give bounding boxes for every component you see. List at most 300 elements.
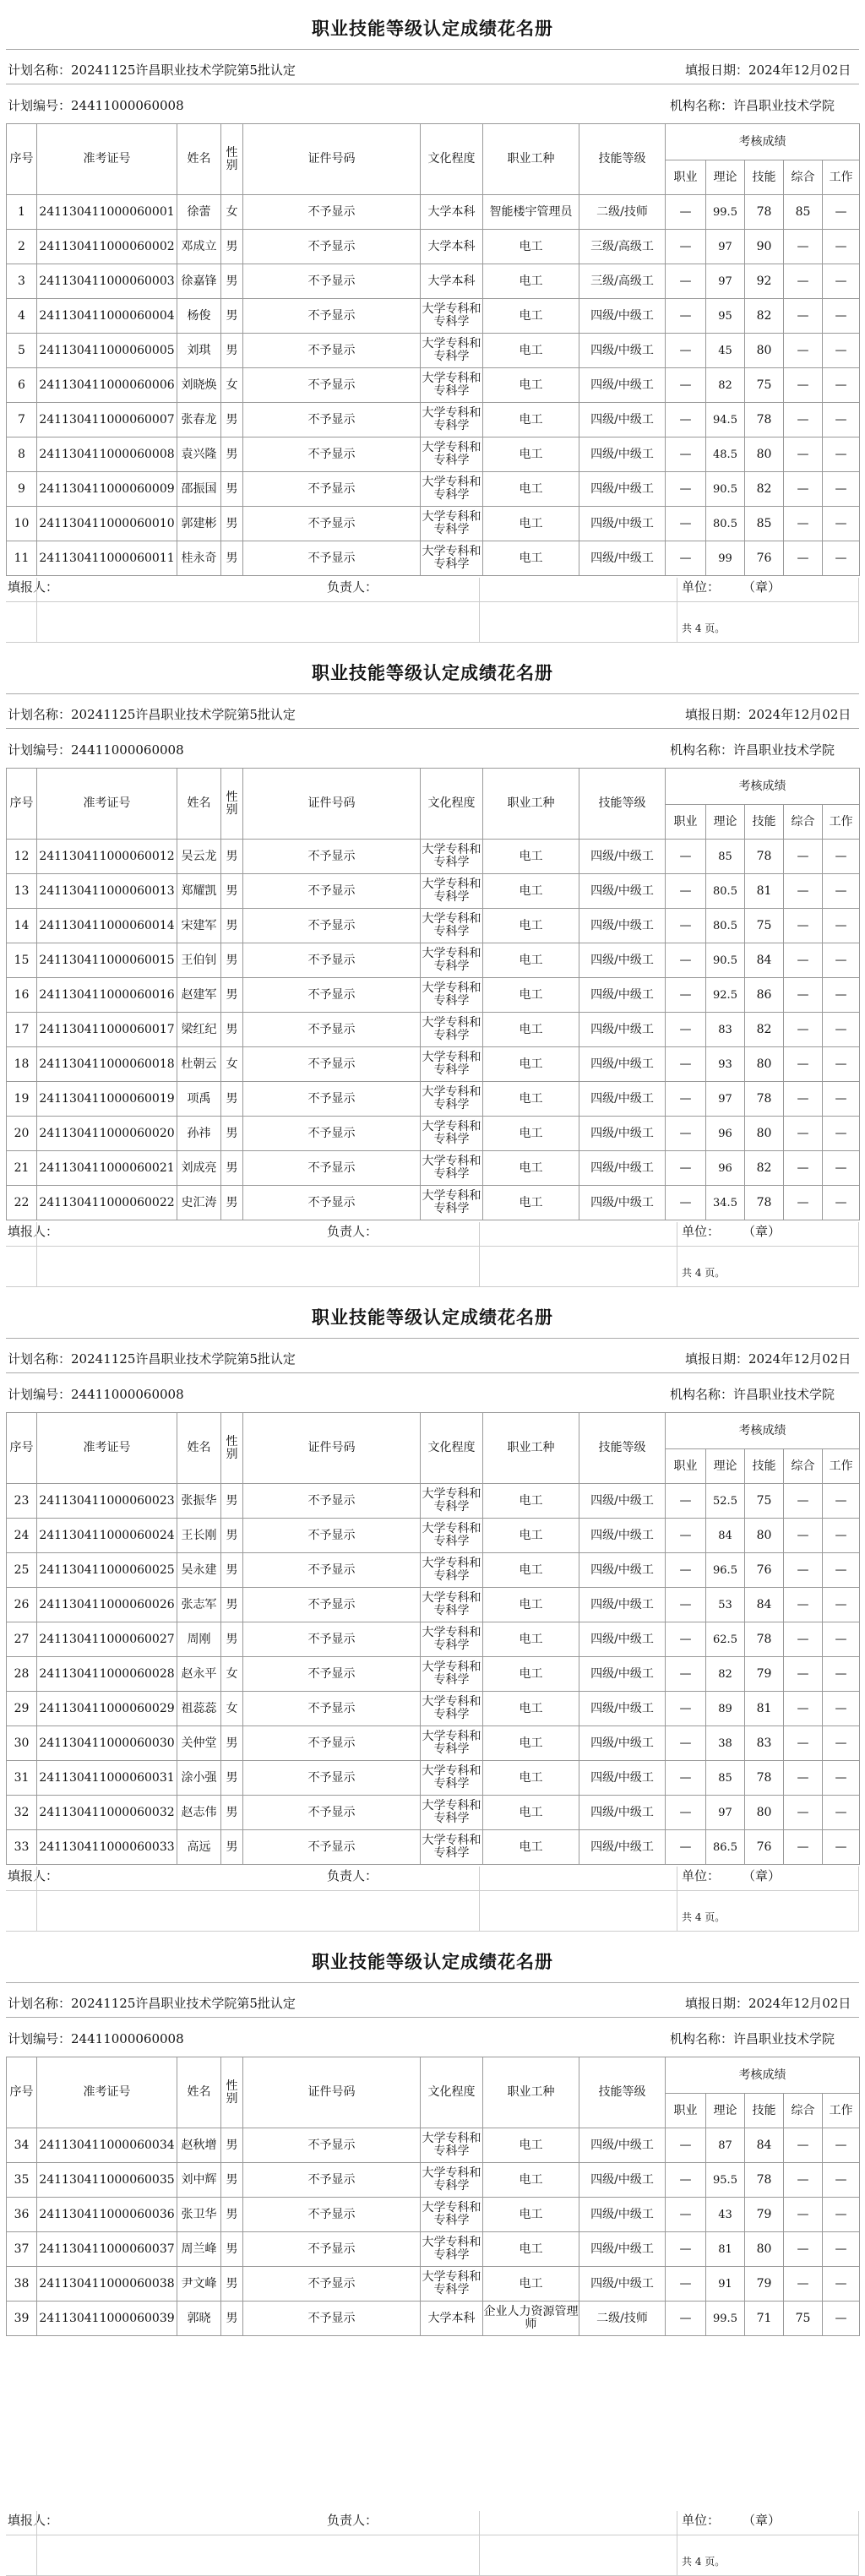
score-skill-cell: 78 xyxy=(745,195,784,230)
col-score-comp: 综合 xyxy=(784,1449,823,1484)
level-cell: 四级/中级工 xyxy=(579,1117,666,1151)
score-skill-cell: 82 xyxy=(745,1013,784,1047)
col-occupation: 职业工种 xyxy=(483,2057,579,2128)
seq-cell: 39 xyxy=(7,2302,37,2336)
roster-page xyxy=(6,1933,859,2575)
score-comp-cell: — xyxy=(784,1151,823,1186)
score-job-cell: — xyxy=(666,1082,706,1117)
exam-no-cell: 241130411000060012 xyxy=(37,840,177,874)
seq-cell: 26 xyxy=(7,1588,37,1622)
id-no-cell: 不予显示 xyxy=(243,1519,421,1553)
gender-cell: 男 xyxy=(221,2163,243,2198)
exam-no-cell: 241130411000060035 xyxy=(37,2163,177,2198)
score-job-cell: — xyxy=(666,1047,706,1082)
name-cell: 张春龙 xyxy=(177,403,221,437)
score-table xyxy=(6,123,860,576)
table-row xyxy=(7,195,860,230)
score-job-cell: — xyxy=(666,1013,706,1047)
id-no-cell: 不予显示 xyxy=(243,2128,421,2163)
gender-cell: 男 xyxy=(221,2198,243,2232)
plan-number: 计划编号：24411000060008 xyxy=(8,1387,184,1402)
score-table xyxy=(6,2057,860,2336)
name-cell: 高远 xyxy=(177,1830,221,1865)
exam-no-cell: 241130411000060002 xyxy=(37,230,177,264)
score-skill-cell: 84 xyxy=(745,1588,784,1622)
exam-no-cell: 241130411000060029 xyxy=(37,1692,177,1726)
table-row xyxy=(7,840,860,874)
score-theory-cell: 99.5 xyxy=(706,2302,745,2336)
exam-no-cell: 241130411000060018 xyxy=(37,1047,177,1082)
divider xyxy=(6,693,859,694)
divider xyxy=(6,2017,859,2018)
score-comp-cell: — xyxy=(784,541,823,576)
divider xyxy=(858,578,859,642)
score-job-cell: — xyxy=(666,1761,706,1796)
org-name: 机构名称：许昌职业技术学院 xyxy=(670,742,835,758)
education-cell: 大学专科和专科学 xyxy=(421,2232,483,2267)
col-exam-no: 准考证号 xyxy=(37,1413,177,1484)
gender-cell: 男 xyxy=(221,2267,243,2302)
name-cell: 张振华 xyxy=(177,1484,221,1519)
education-cell: 大学专科和专科学 xyxy=(421,1151,483,1186)
col-score-theory: 理论 xyxy=(706,2094,745,2128)
gender-cell: 男 xyxy=(221,1830,243,1865)
col-score-theory: 理论 xyxy=(706,1449,745,1484)
score-theory-cell: 97 xyxy=(706,264,745,299)
level-cell: 四级/中级工 xyxy=(579,1692,666,1726)
col-score-comp: 综合 xyxy=(784,805,823,840)
divider xyxy=(479,578,480,642)
score-job-cell: — xyxy=(666,230,706,264)
level-cell: 四级/中级工 xyxy=(579,1013,666,1047)
col-score-work: 工作 xyxy=(823,160,860,195)
table-body xyxy=(7,1484,860,1865)
name-cell: 邵振国 xyxy=(177,472,221,507)
gender-cell: 男 xyxy=(221,472,243,507)
occupation-cell: 电工 xyxy=(483,1186,579,1220)
score-skill-cell: 90 xyxy=(745,230,784,264)
page-title: 职业技能等级认定成绩花名册 xyxy=(312,19,553,39)
level-cell: 四级/中级工 xyxy=(579,403,666,437)
gender-cell: 男 xyxy=(221,1519,243,1553)
score-skill-cell: 80 xyxy=(745,1117,784,1151)
score-skill-cell: 76 xyxy=(745,1553,784,1588)
plan-name: 计划名称：20241125许昌职业技术学院第5批认定 xyxy=(8,62,296,78)
level-cell: 四级/中级工 xyxy=(579,1588,666,1622)
level-cell: 四级/中级工 xyxy=(579,1047,666,1082)
score-work-cell: — xyxy=(823,840,860,874)
table-row xyxy=(7,978,860,1013)
score-work-cell: — xyxy=(823,1830,860,1865)
seq-cell: 9 xyxy=(7,472,37,507)
name-cell: 刘中辉 xyxy=(177,2163,221,2198)
divider xyxy=(479,1867,480,1931)
id-no-cell: 不予显示 xyxy=(243,943,421,978)
seq-cell: 15 xyxy=(7,943,37,978)
score-comp-cell: — xyxy=(784,1519,823,1553)
education-cell: 大学专科和专科学 xyxy=(421,334,483,368)
occupation-cell: 电工 xyxy=(483,874,579,909)
table-row xyxy=(7,1047,860,1082)
col-scores: 考核成绩 xyxy=(666,1413,860,1449)
col-score-work: 工作 xyxy=(823,1449,860,1484)
id-no-cell: 不予显示 xyxy=(243,1186,421,1220)
score-work-cell: — xyxy=(823,1186,860,1220)
plan-number: 计划编号：24411000060008 xyxy=(8,98,184,113)
seq-cell: 16 xyxy=(7,978,37,1013)
name-cell: 赵志伟 xyxy=(177,1796,221,1830)
seq-cell: 23 xyxy=(7,1484,37,1519)
plan-name: 计划名称：20241125许昌职业技术学院第5批认定 xyxy=(8,707,296,722)
table-row xyxy=(7,1519,860,1553)
level-cell: 四级/中级工 xyxy=(579,299,666,334)
id-no-cell: 不予显示 xyxy=(243,1796,421,1830)
score-job-cell: — xyxy=(666,403,706,437)
seq-cell: 8 xyxy=(7,437,37,472)
education-cell: 大学本科 xyxy=(421,2302,483,2336)
level-cell: 四级/中级工 xyxy=(579,2267,666,2302)
seq-cell: 28 xyxy=(7,1657,37,1692)
table-row xyxy=(7,1151,860,1186)
level-cell: 四级/中级工 xyxy=(579,1726,666,1761)
occupation-cell: 企业人力资源管理师 xyxy=(483,2302,579,2336)
score-comp-cell: — xyxy=(784,334,823,368)
table-row xyxy=(7,1186,860,1220)
occupation-cell: 电工 xyxy=(483,1484,579,1519)
score-job-cell: — xyxy=(666,1151,706,1186)
score-skill-cell: 82 xyxy=(745,299,784,334)
score-job-cell: — xyxy=(666,1484,706,1519)
fill-date: 填报日期：2024年12月02日 xyxy=(685,1351,851,1367)
exam-no-cell: 241130411000060022 xyxy=(37,1186,177,1220)
occupation-cell: 电工 xyxy=(483,1117,579,1151)
score-skill-cell: 85 xyxy=(745,507,784,541)
filler-label: 填报人： xyxy=(8,2513,59,2528)
name-cell: 邓成立 xyxy=(177,230,221,264)
exam-no-cell: 241130411000060027 xyxy=(37,1622,177,1657)
id-no-cell: 不予显示 xyxy=(243,1484,421,1519)
score-job-cell: — xyxy=(666,1186,706,1220)
score-theory-cell: 38 xyxy=(706,1726,745,1761)
divider xyxy=(36,1867,37,1931)
occupation-cell: 电工 xyxy=(483,1657,579,1692)
score-comp-cell: — xyxy=(784,1186,823,1220)
col-seq: 序号 xyxy=(7,2057,37,2128)
org-name: 机构名称：许昌职业技术学院 xyxy=(670,98,835,113)
occupation-cell: 电工 xyxy=(483,1588,579,1622)
score-theory-cell: 97 xyxy=(706,1082,745,1117)
score-work-cell: — xyxy=(823,1519,860,1553)
score-comp-cell: — xyxy=(784,1622,823,1657)
gender-cell: 男 xyxy=(221,1186,243,1220)
exam-no-cell: 241130411000060017 xyxy=(37,1013,177,1047)
exam-no-cell: 241130411000060004 xyxy=(37,299,177,334)
table-row xyxy=(7,264,860,299)
score-comp-cell: — xyxy=(784,909,823,943)
score-table xyxy=(6,1412,860,1865)
score-skill-cell: 92 xyxy=(745,264,784,299)
education-cell: 大学专科和专科学 xyxy=(421,1622,483,1657)
table-row xyxy=(7,507,860,541)
level-cell: 四级/中级工 xyxy=(579,437,666,472)
occupation-cell: 电工 xyxy=(483,1796,579,1830)
level-cell: 四级/中级工 xyxy=(579,1519,666,1553)
level-cell: 四级/中级工 xyxy=(579,943,666,978)
score-skill-cell: 82 xyxy=(745,472,784,507)
divider xyxy=(6,1286,859,1287)
occupation-cell: 电工 xyxy=(483,472,579,507)
score-theory-cell: 95 xyxy=(706,299,745,334)
occupation-cell: 电工 xyxy=(483,299,579,334)
education-cell: 大学专科和专科学 xyxy=(421,541,483,576)
name-cell: 赵秋增 xyxy=(177,2128,221,2163)
score-work-cell: — xyxy=(823,1047,860,1082)
col-score-work: 工作 xyxy=(823,2094,860,2128)
level-cell: 三级/高级工 xyxy=(579,230,666,264)
table-row xyxy=(7,2302,860,2336)
score-work-cell: — xyxy=(823,2128,860,2163)
col-gender: 性别 xyxy=(221,1413,243,1484)
score-comp-cell: — xyxy=(784,264,823,299)
id-no-cell: 不予显示 xyxy=(243,1830,421,1865)
occupation-cell: 电工 xyxy=(483,334,579,368)
table-body xyxy=(7,840,860,1220)
score-comp-cell: — xyxy=(784,1692,823,1726)
col-gender: 性别 xyxy=(221,2057,243,2128)
seq-cell: 12 xyxy=(7,840,37,874)
score-theory-cell: 96 xyxy=(706,1117,745,1151)
score-work-cell: — xyxy=(823,403,860,437)
level-cell: 四级/中级工 xyxy=(579,2128,666,2163)
education-cell: 大学本科 xyxy=(421,195,483,230)
level-cell: 四级/中级工 xyxy=(579,1553,666,1588)
divider xyxy=(6,1338,859,1339)
score-skill-cell: 78 xyxy=(745,403,784,437)
score-theory-cell: 84 xyxy=(706,1519,745,1553)
plan-name: 计划名称：20241125许昌职业技术学院第5批认定 xyxy=(8,1996,296,2011)
education-cell: 大学专科和专科学 xyxy=(421,943,483,978)
name-cell: 杨俊 xyxy=(177,299,221,334)
table-row xyxy=(7,299,860,334)
roster-page xyxy=(6,0,859,642)
name-cell: 张志军 xyxy=(177,1588,221,1622)
score-work-cell: — xyxy=(823,2267,860,2302)
gender-cell: 男 xyxy=(221,1013,243,1047)
col-score-skill: 技能 xyxy=(745,160,784,195)
fill-date: 填报日期：2024年12月02日 xyxy=(685,1996,851,2011)
score-theory-cell: 95.5 xyxy=(706,2163,745,2198)
level-cell: 二级/技师 xyxy=(579,2302,666,2336)
col-score-skill: 技能 xyxy=(745,2094,784,2128)
name-cell: 袁兴隆 xyxy=(177,437,221,472)
id-no-cell: 不予显示 xyxy=(243,334,421,368)
exam-no-cell: 241130411000060008 xyxy=(37,437,177,472)
score-job-cell: — xyxy=(666,507,706,541)
exam-no-cell: 241130411000060028 xyxy=(37,1657,177,1692)
id-no-cell: 不予显示 xyxy=(243,2302,421,2336)
col-score-comp: 综合 xyxy=(784,2094,823,2128)
occupation-cell: 电工 xyxy=(483,978,579,1013)
score-theory-cell: 96.5 xyxy=(706,1553,745,1588)
education-cell: 大学专科和专科学 xyxy=(421,2198,483,2232)
seq-cell: 10 xyxy=(7,507,37,541)
seq-cell: 34 xyxy=(7,2128,37,2163)
occupation-cell: 电工 xyxy=(483,909,579,943)
gender-cell: 男 xyxy=(221,1082,243,1117)
id-no-cell: 不予显示 xyxy=(243,1013,421,1047)
score-skill-cell: 75 xyxy=(745,368,784,403)
score-job-cell: — xyxy=(666,368,706,403)
exam-no-cell: 241130411000060001 xyxy=(37,195,177,230)
score-comp-cell: — xyxy=(784,1726,823,1761)
name-cell: 张卫华 xyxy=(177,2198,221,2232)
id-no-cell: 不予显示 xyxy=(243,1726,421,1761)
seal-label: （章） xyxy=(743,1224,781,1239)
education-cell: 大学专科和专科学 xyxy=(421,840,483,874)
score-skill-cell: 78 xyxy=(745,1622,784,1657)
exam-no-cell: 241130411000060014 xyxy=(37,909,177,943)
seq-cell: 32 xyxy=(7,1796,37,1830)
education-cell: 大学专科和专科学 xyxy=(421,1013,483,1047)
level-cell: 四级/中级工 xyxy=(579,874,666,909)
col-occupation: 职业工种 xyxy=(483,769,579,840)
exam-no-cell: 241130411000060020 xyxy=(37,1117,177,1151)
gender-cell: 男 xyxy=(221,541,243,576)
occupation-cell: 电工 xyxy=(483,230,579,264)
table-body xyxy=(7,2128,860,2336)
score-comp-cell: — xyxy=(784,840,823,874)
occupation-cell: 电工 xyxy=(483,2163,579,2198)
name-cell: 关仲堂 xyxy=(177,1726,221,1761)
occupation-cell: 电工 xyxy=(483,1622,579,1657)
id-no-cell: 不予显示 xyxy=(243,541,421,576)
education-cell: 大学专科和专科学 xyxy=(421,299,483,334)
id-no-cell: 不予显示 xyxy=(243,978,421,1013)
table-row xyxy=(7,368,860,403)
divider xyxy=(36,578,37,642)
seal-label: （章） xyxy=(743,1868,781,1883)
seq-cell: 31 xyxy=(7,1761,37,1796)
exam-no-cell: 241130411000060032 xyxy=(37,1796,177,1830)
score-work-cell: — xyxy=(823,1588,860,1622)
occupation-cell: 电工 xyxy=(483,2128,579,2163)
gender-cell: 男 xyxy=(221,1761,243,1796)
level-cell: 四级/中级工 xyxy=(579,978,666,1013)
divider xyxy=(6,1246,859,1247)
score-comp-cell: — xyxy=(784,874,823,909)
score-job-cell: — xyxy=(666,840,706,874)
occupation-cell: 电工 xyxy=(483,2198,579,2232)
score-theory-cell: 48.5 xyxy=(706,437,745,472)
gender-cell: 男 xyxy=(221,1484,243,1519)
education-cell: 大学专科和专科学 xyxy=(421,1588,483,1622)
score-comp-cell: — xyxy=(784,1588,823,1622)
gender-cell: 男 xyxy=(221,2128,243,2163)
score-theory-cell: 85 xyxy=(706,1761,745,1796)
seq-cell: 27 xyxy=(7,1622,37,1657)
score-theory-cell: 80.5 xyxy=(706,909,745,943)
education-cell: 大学专科和专科学 xyxy=(421,1117,483,1151)
score-theory-cell: 89 xyxy=(706,1692,745,1726)
education-cell: 大学专科和专科学 xyxy=(421,2128,483,2163)
education-cell: 大学本科 xyxy=(421,230,483,264)
fill-date: 填报日期：2024年12月02日 xyxy=(685,707,851,722)
id-no-cell: 不予显示 xyxy=(243,264,421,299)
score-theory-cell: 81 xyxy=(706,2232,745,2267)
score-work-cell: — xyxy=(823,1692,860,1726)
table-row xyxy=(7,2267,860,2302)
score-skill-cell: 78 xyxy=(745,2163,784,2198)
level-cell: 四级/中级工 xyxy=(579,1484,666,1519)
table-row xyxy=(7,1726,860,1761)
score-job-cell: — xyxy=(666,472,706,507)
score-job-cell: — xyxy=(666,2267,706,2302)
id-no-cell: 不予显示 xyxy=(243,840,421,874)
score-comp-cell: — xyxy=(784,2163,823,2198)
score-theory-cell: 86.5 xyxy=(706,1830,745,1865)
name-cell: 徐蕾 xyxy=(177,195,221,230)
seq-cell: 36 xyxy=(7,2198,37,2232)
id-no-cell: 不予显示 xyxy=(243,1761,421,1796)
score-work-cell: — xyxy=(823,1553,860,1588)
gender-cell: 男 xyxy=(221,403,243,437)
exam-no-cell: 241130411000060003 xyxy=(37,264,177,299)
education-cell: 大学专科和专科学 xyxy=(421,507,483,541)
occupation-cell: 电工 xyxy=(483,1013,579,1047)
table-row xyxy=(7,1553,860,1588)
score-job-cell: — xyxy=(666,195,706,230)
score-theory-cell: 82 xyxy=(706,1657,745,1692)
seq-cell: 29 xyxy=(7,1692,37,1726)
education-cell: 大学专科和专科学 xyxy=(421,403,483,437)
unit-label: 单位： xyxy=(682,2513,721,2528)
table-row xyxy=(7,1082,860,1117)
divider xyxy=(6,1982,859,1983)
name-cell: 刘琪 xyxy=(177,334,221,368)
name-cell: 徐嘉锋 xyxy=(177,264,221,299)
col-id-no: 证件号码 xyxy=(243,769,421,840)
score-table xyxy=(6,768,860,1220)
name-cell: 周兰峰 xyxy=(177,2232,221,2267)
gender-cell: 男 xyxy=(221,2232,243,2267)
page-count: 共 4 页。 xyxy=(682,1911,726,1923)
score-skill-cell: 76 xyxy=(745,541,784,576)
divider xyxy=(6,601,859,602)
responsible-label: 负责人： xyxy=(327,579,378,595)
occupation-cell: 电工 xyxy=(483,403,579,437)
score-theory-cell: 99.5 xyxy=(706,195,745,230)
seq-cell: 17 xyxy=(7,1013,37,1047)
education-cell: 大学专科和专科学 xyxy=(421,1726,483,1761)
seq-cell: 24 xyxy=(7,1519,37,1553)
occupation-cell: 电工 xyxy=(483,1151,579,1186)
id-no-cell: 不予显示 xyxy=(243,2163,421,2198)
score-theory-cell: 43 xyxy=(706,2198,745,2232)
score-work-cell: — xyxy=(823,2232,860,2267)
score-job-cell: — xyxy=(666,2302,706,2336)
score-skill-cell: 80 xyxy=(745,437,784,472)
seq-cell: 21 xyxy=(7,1151,37,1186)
score-comp-cell: — xyxy=(784,1082,823,1117)
score-theory-cell: 93 xyxy=(706,1047,745,1082)
divider xyxy=(479,1222,480,1286)
score-work-cell: — xyxy=(823,2163,860,2198)
page-count: 共 4 页。 xyxy=(682,2556,726,2568)
score-work-cell: — xyxy=(823,1657,860,1692)
education-cell: 大学本科 xyxy=(421,264,483,299)
score-work-cell: — xyxy=(823,1726,860,1761)
divider xyxy=(479,2511,480,2575)
